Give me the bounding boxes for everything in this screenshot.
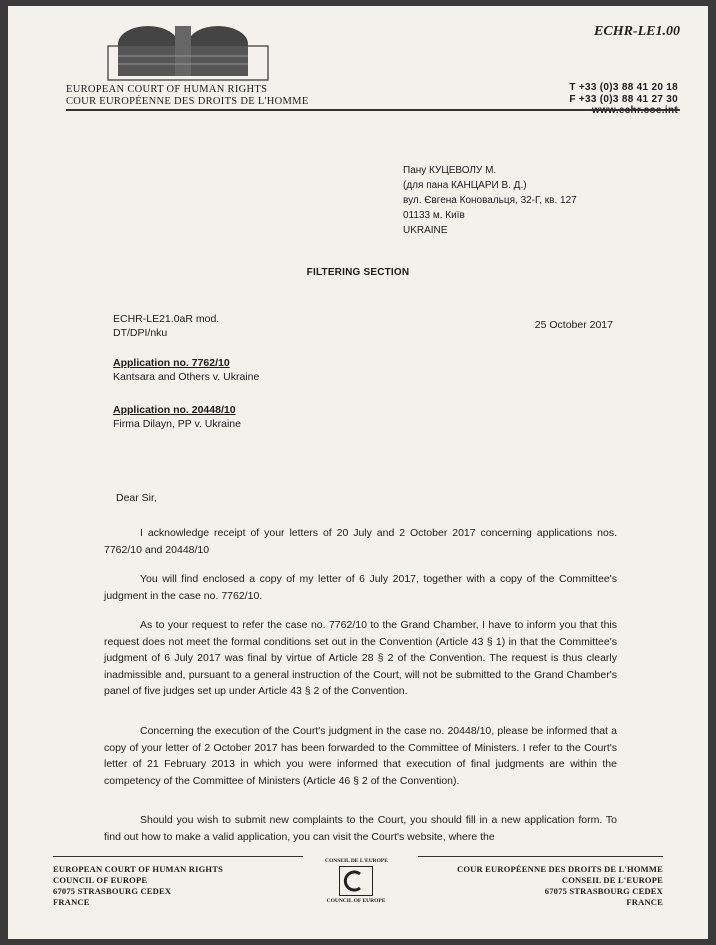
body-paragraph [104, 812, 617, 845]
phone: T +33 (0)3 88 41 20 18 [569, 82, 678, 93]
section-title: FILTERING SECTION [306, 267, 410, 278]
paragraph-text: You will find enclosed a copy of my letter of 6 July 2017, together with a copy of the Committee's judgment in the case no. 7762/10. [104, 573, 617, 602]
coe-emblem-icon [339, 866, 373, 896]
court-name-fr: COUR EUROPÉENNE DES DROITS DE L'HOMME [66, 96, 309, 107]
footer-line: CONSEIL DE L'EUROPE [561, 875, 663, 885]
addressee-line: (для пана КАНЦАРИ В. Д.) [403, 180, 527, 191]
coe-caption-top: CONSEIL DE L'EUROPE [325, 858, 388, 864]
paragraph-text: As to your request to refer the case no. 7762/10 to the Grand Chamber, I have to inform you that this request does not meet the formal conditions set out in the Convention (Article 43 § 1) in that the Committee's judgment of 6 July 2017 was final by virtue of Article 28 § 2 of the Convention. The request is thus clearly inadmissible and, pursuant to a general instruction of the Court, will not be submitted to the Grand Chamber's panel of five judges set up under Article 43 § 2 of the Convention. [104, 619, 617, 697]
application-number: Application no. 7762/10 [113, 357, 230, 369]
body-paragraph [104, 617, 617, 700]
footer-line: 67075 STRASBOURG CEDEX [53, 886, 172, 896]
footer-line: EUROPEAN COURT OF HUMAN RIGHTS [53, 864, 224, 874]
footer-line: COUR EUROPÉENNE DES DROITS DE L'HOMME [457, 864, 663, 874]
paragraph-text: Should you wish to submit new complaints to the Court, you should fill in a new application form. To find out how to make a valid application, you can visit the Court's website, where the [104, 814, 617, 843]
letter-page [8, 6, 708, 939]
body-paragraph [104, 723, 617, 789]
addressee-line: UKRAINE [403, 225, 448, 236]
letter-date: 25 October 2017 [534, 319, 613, 331]
addressee-line: Пану КУЦЕВОЛУ М. [403, 165, 497, 176]
footer-line: FRANCE [626, 897, 663, 907]
application-parties: Kantsara and Others v. Ukraine [113, 371, 260, 383]
reference-code: ECHR-LE21.0aR mod. [113, 313, 220, 325]
fax: F +33 (0)3 88 41 27 30 [569, 93, 678, 105]
body-paragraph [104, 525, 617, 558]
footer-line: FRANCE [53, 897, 90, 907]
footer-line: COUNCIL OF EUROPE [53, 875, 148, 885]
footer-address-fr [457, 864, 663, 908]
footer-address-en [53, 864, 223, 908]
body-paragraph [104, 571, 617, 604]
footer-divider-left [53, 856, 303, 857]
application-parties: Firma Dilayn, PP v. Ukraine [113, 418, 241, 430]
application-item [113, 403, 241, 431]
court-name-block [66, 84, 309, 108]
application-number: Application no. 20448/10 [113, 404, 236, 416]
application-item [113, 356, 259, 384]
court-name-en: EUROPEAN COURT OF HUMAN RIGHTS [66, 84, 268, 95]
paragraph-text: I acknowledge receipt of your letters of 20 July and 2 October 2017 concerning applications nos. 7762/10 and 20448/10 [104, 527, 617, 556]
contact-block [569, 82, 678, 117]
addressee-line: 01133 м. Київ [403, 210, 465, 221]
footer-divider-right [418, 856, 663, 857]
addressee-block [403, 163, 577, 238]
coe-caption-bottom: COUNCIL OF EUROPE [326, 898, 386, 904]
document-stamp: ECHR-LE1.00 [594, 24, 680, 39]
salutation: Dear Sir, [116, 492, 157, 504]
addressee-line: вул. Євгена Коновальця, 32-Г, кв. 127 [403, 195, 577, 206]
paragraph-text: Concerning the execution of the Court's judgment in the case no. 20448/10, please be informed that a copy of your letter of 2 October 2017 has been forwarded to the Committee of Ministers. I refer to the Court's letter of 21 February 2013 in which you were informed that execution of final judgments are within the competency of the Committee of Ministers (Article 46 § 2 of the Convention). [104, 725, 617, 787]
reference-block [113, 312, 219, 340]
header-divider [66, 109, 680, 111]
council-of-europe-logo [325, 858, 387, 904]
website-link[interactable]: www.echr.coe.int [591, 105, 678, 116]
reference-initials: DT/DPI/nku [113, 327, 168, 339]
court-building-logo [103, 16, 273, 84]
footer-line: 67075 STRASBOURG CEDEX [544, 886, 663, 896]
